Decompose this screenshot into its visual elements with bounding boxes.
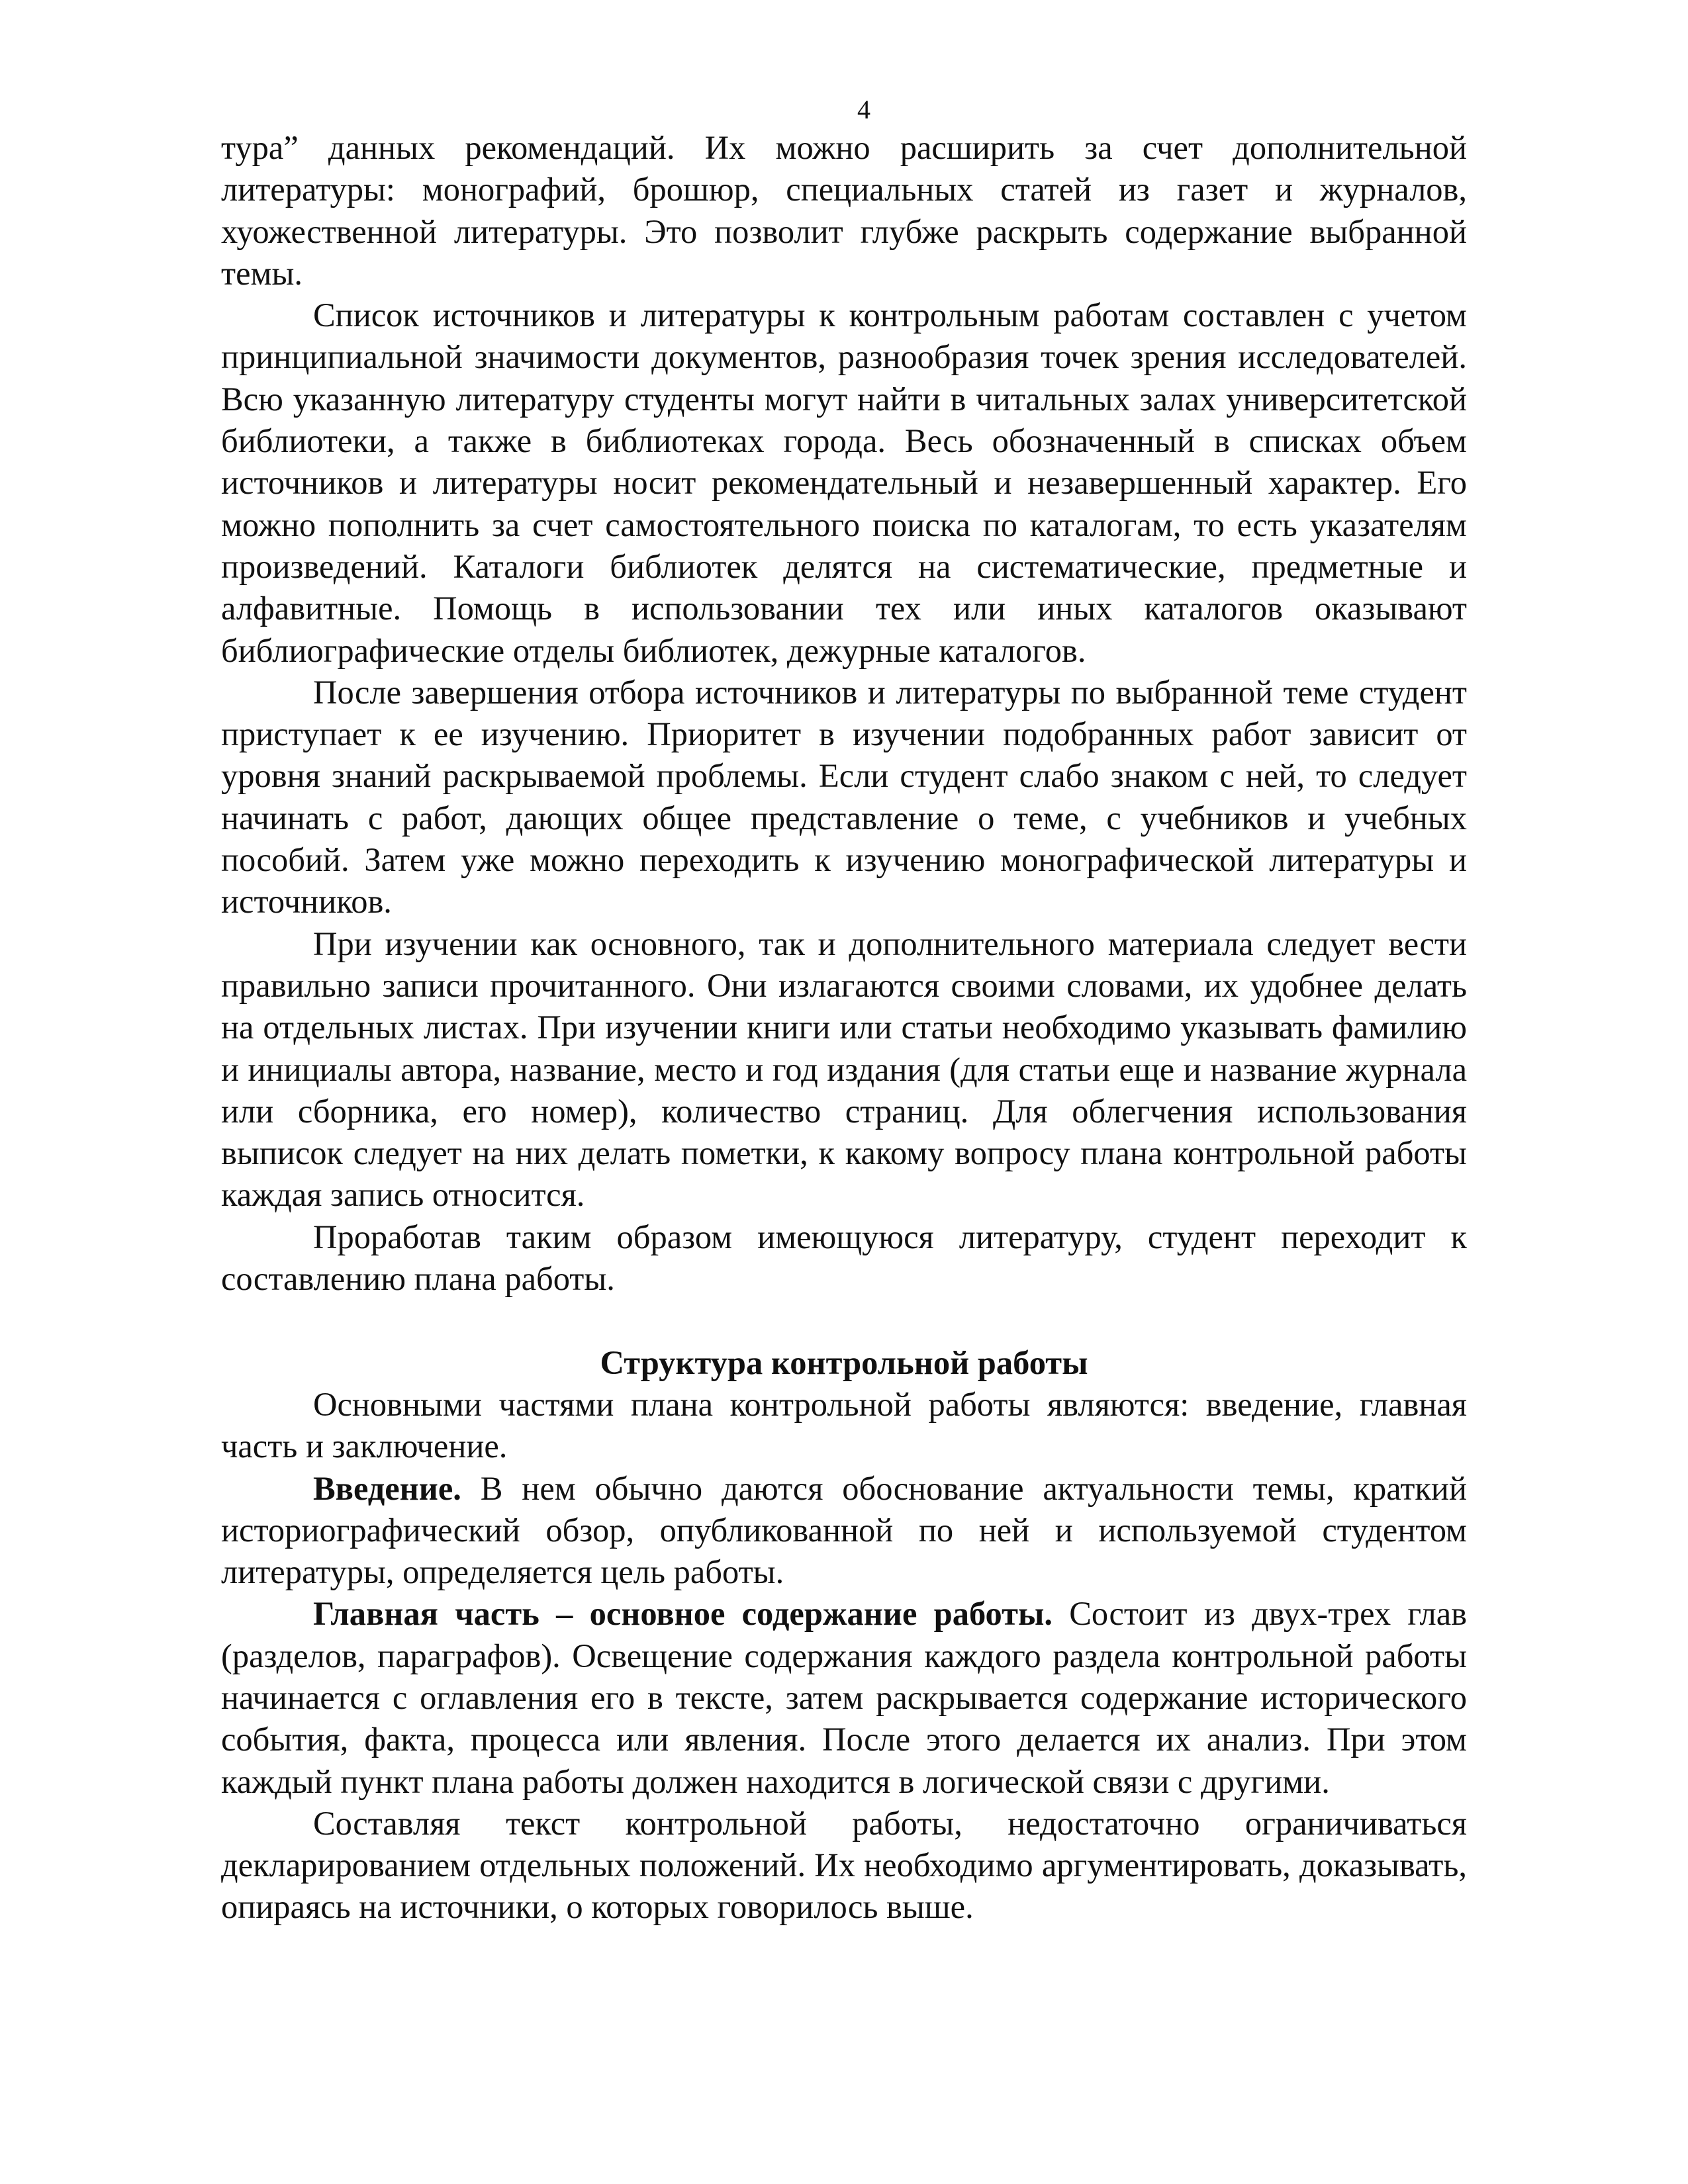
paragraph-note-taking: При изучении как основного, так и дополнительного материала следует вести правильно записи прочитанного. Они излагаются своими словами, их удобнее делать на отдельных листах. При изучении книги или статьи необходимо указывать фамилию и инициалы автора, название, место и год издания (для статьи еще и название журнала или сборника, его номер), количество страниц. Для облегчения использования выписок следует на них делать пометки, к какому вопросу плана контрольной работы каждая запись относится. — [221, 925, 1467, 1214]
paragraph-sources-list: Список источников и литературы к контрольным работам составлен с учетом принципиальной значимости документов, разнообразия точек зрения исследователей. Всю указанную литературу студенты могут найти в читальных залах университетской библиотеки, а также в библиотеках города. Весь обозначенный в списках объем источников и литературы носит рекомендательный и незавершенный характер. Его можно пополнить за счет самостоятельного поиска по каталогам, то есть указателям произведений. Каталоги библиотек делятся на систематические, предметные и алфавитные. Помощь в использовании тех или иных каталогов оказывают библиографические отделы библиотек, дежурные каталогов. — [221, 296, 1467, 669]
paragraph-introduction — [221, 1468, 1467, 1594]
paragraph-structure-intro: Основными частями плана контрольной работы являются: введение, главная часть и заключение. — [221, 1385, 1467, 1465]
paragraph-plan-transition: Проработав таким образом имеющуюся литературу, студент переходит к составлению плана работы. — [221, 1218, 1467, 1298]
main-part-term: Главная часть – основное содержание работы. — [313, 1595, 1053, 1633]
paragraph-study-order: После завершения отбора источников и литературы по выбранной теме студент приступает к ее изучению. Приоритет в изучении подобранных работ зависит от уровня знаний раскрываемой проблемы. Если студент слабо знаком с ней, то следует начинать с работ, дающих общее представление о теме, с учебников и учебных пособий. Затем уже можно переходить к изучению монографической литературы и источников. — [221, 673, 1467, 921]
introduction-text: В нем обычно даются обоснование актуальности темы, краткий историографический обзор, опубликованной по ней и используемой студентом литературы, определяется цель работы. — [221, 1469, 1467, 1591]
document-page — [221, 93, 1467, 1929]
paragraph-closing: Составляя текст контрольной работы, недостаточно ограничиваться декларированием отдельных положений. Их необходимо аргументировать, доказывать, опираясь на источники, о которых говорилось выше. — [221, 1804, 1467, 1926]
introduction-term: Введение. — [313, 1469, 461, 1507]
main-part-text: Состоит из двух-трех глав (разделов, параграфов). Освещение содержания каждого раздела контрольной работы начинается с оглавления его в тексте, затем раскрывается содержание исторического события, факта, процесса или явления. После этого делается их анализ. При этом каждый пункт плана работы должен находится в логической связи с другими. — [221, 1595, 1467, 1800]
paragraph-continuation: тура” данных рекомендаций. Их можно расширить за счет дополнительной литературы: монографий, брошюр, специальных статей из газет и журналов, хуожественной литературы. Это позволит глубже раскрыть содержание выбранной темы. — [221, 129, 1467, 292]
paragraph-main-part — [221, 1593, 1467, 1802]
page-number: 4 — [857, 95, 870, 124]
section-title: Структура контрольной работы — [600, 1343, 1088, 1381]
